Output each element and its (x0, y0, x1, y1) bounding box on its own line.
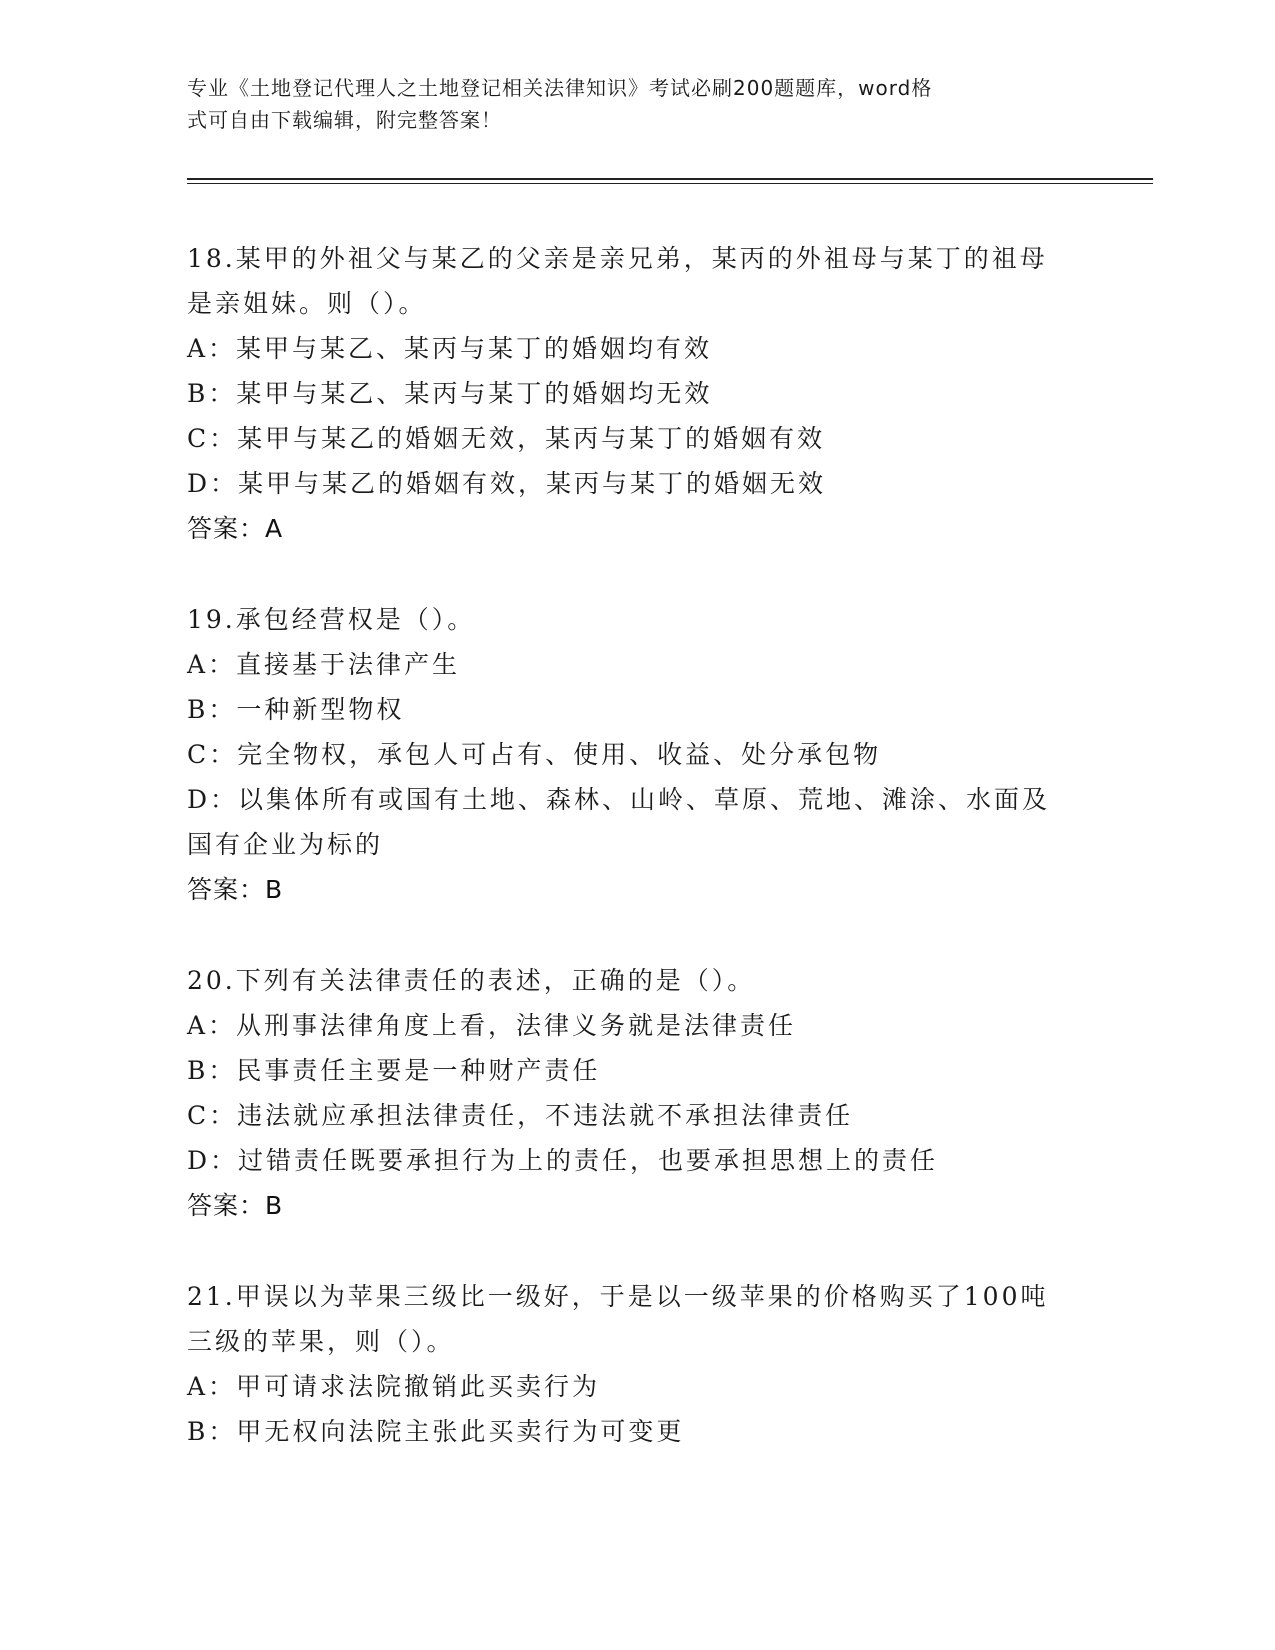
option-b: B：一种新型物权 (187, 695, 405, 724)
answer-label: 答案：B (187, 875, 284, 904)
header-line-2: 式可自由下载编辑，附完整答案！ (187, 108, 502, 132)
option-d: D：以集体所有或国有土地、森林、山岭、草原、荒地、滩涂、水面及 (187, 785, 1051, 814)
option-c: C：某甲与某乙的婚姻无效，某丙与某丁的婚姻有效 (187, 424, 826, 453)
option-d: D：某甲与某乙的婚姻有效，某丙与某丁的婚姻无效 (187, 469, 827, 498)
header-divider-thin (187, 183, 1153, 184)
header-line-1: 专业《土地登记代理人之土地登记相关法律知识》考试必刷200题题库，word格 (187, 76, 933, 100)
answer-label: 答案：B (187, 1191, 284, 1220)
question-stem: 20.下列有关法律责任的表述，正确的是（）。 (187, 966, 756, 995)
header-divider (187, 178, 1153, 180)
question-19 (187, 597, 1067, 912)
question-stem: 21.甲误以为苹果三级比一级好，于是以一级苹果的价格购买了100吨 (187, 1282, 1049, 1311)
option-c: C：违法就应承担法律责任，不违法就不承担法律责任 (187, 1101, 854, 1130)
option-a: A：从刑事法律角度上看，法律义务就是法律责任 (187, 1011, 797, 1040)
option-d-cont: 国有企业为标的 (187, 830, 384, 859)
option-b: B：甲无权向法院主张此买卖行为可变更 (187, 1417, 685, 1446)
question-stem-cont: 是亲姐妹。则（）。 (187, 289, 427, 318)
option-d: D：过错责任既要承担行为上的责任，也要承担思想上的责任 (187, 1146, 939, 1175)
option-a: A：甲可请求法院撤销此买卖行为 (187, 1372, 601, 1401)
option-b: B：某甲与某乙、某丙与某丁的婚姻均无效 (187, 379, 713, 408)
question-stem: 18.某甲的外祖父与某乙的父亲是亲兄弟，某丙的外祖母与某丁的祖母 (187, 244, 1048, 273)
option-a: A：某甲与某乙、某丙与某丁的婚姻均有效 (187, 334, 713, 363)
question-20 (187, 958, 1067, 1228)
option-b: B：民事责任主要是一种财产责任 (187, 1056, 601, 1085)
question-stem: 19.承包经营权是（）。 (187, 605, 476, 634)
option-a: A：直接基于法律产生 (187, 650, 461, 679)
question-list (187, 236, 1067, 1500)
option-c: C：完全物权，承包人可占有、使用、收益、处分承包物 (187, 740, 882, 769)
question-21 (187, 1274, 1067, 1454)
question-stem-cont: 三级的苹果，则（）。 (187, 1327, 455, 1356)
question-18 (187, 236, 1067, 551)
answer-label: 答案：A (187, 514, 284, 543)
document-header (187, 72, 1067, 136)
